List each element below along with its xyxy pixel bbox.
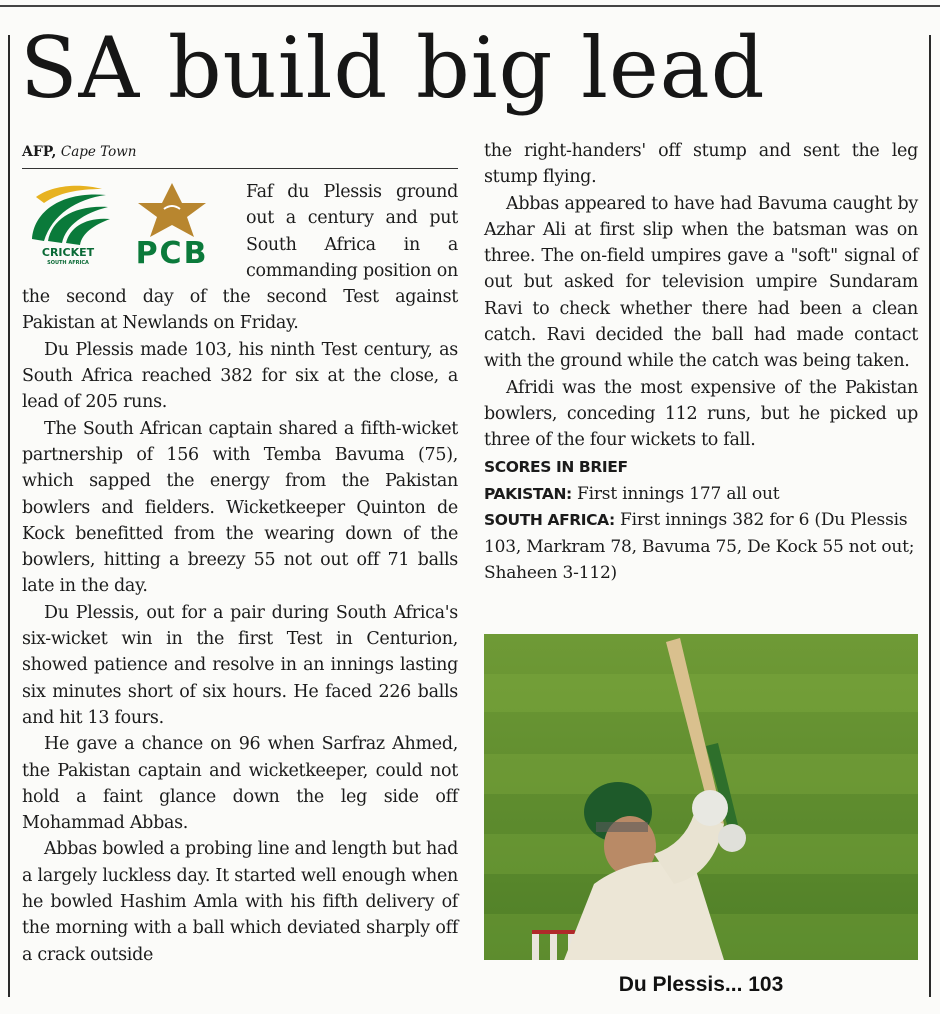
- pcb-logo: [122, 181, 222, 276]
- byline: [22, 142, 458, 162]
- batsman-image: [484, 634, 918, 960]
- logos: [22, 181, 232, 276]
- photo-caption: Du Plessis... 103: [618, 973, 784, 996]
- cricket-south-africa-logo: [22, 181, 114, 276]
- paragraph-6: Abbas bowled a probing line and length but had a largely luckless day. It started well enough when he bowled Hashim Amla with his fifth delivery of the morning with a ball which deviated sharply off a crack outside: [22, 839, 458, 965]
- byline-rule: [22, 168, 458, 169]
- paragraph-4: Du Plessis, out for a pair during South Africa's six-wicket win in the first Test in Centurion, showed patience and resolve in an innings lasting six minutes short of six hours. He faced 226 balls and hit 13 fours.: [22, 602, 458, 728]
- south-africa-team-label: SOUTH AFRICA:: [484, 511, 615, 530]
- paragraph-1: Faf du Plessis ground out a century and put South Africa in a commanding position on the second day of the second Test against Pakistan at Newlands on Friday.: [22, 182, 458, 334]
- byline-source: AFP,: [22, 144, 57, 160]
- star-icon: [122, 181, 222, 237]
- left-column: [22, 142, 458, 968]
- paragraph-continued: the right-handers' off stump and sent the leg stump flying.: [484, 141, 918, 188]
- paragraph-8: Afridi was the most expensive of the Pakistan bowlers, conceding 112 runs, but he picked up three of the four wickets to fall.: [484, 377, 918, 451]
- south-africa-score: First innings 382 for 6 (Du Plessis 103, Markram 78, Bavuma 75, De Kock 55 not out; Shaheen 3-112): [484, 510, 915, 584]
- left-column-rule: [8, 35, 10, 997]
- byline-location: Cape Town: [60, 144, 137, 160]
- paragraph-7: Abbas appeared to have had Bavuma caught by Azhar Ali at first slip when the batsman was on three. The on-field umpires gave a "soft" signal of out but asked for television umpire Sundaram Ravi to check whether there had been a clean catch. Ravi decided the ball had made contact with the ground while the catch was being taken.: [484, 193, 918, 372]
- right-column: [484, 138, 918, 587]
- du-plessis-photo: [484, 634, 918, 960]
- paragraph-3: The South African captain shared a fifth-wicket partnership of 156 with Temba Bavuma (75), which sapped the energy from the Pakistan bowlers and fielders. Wicketkeeper Quinton de Kock benefitted from the wearing down of the bowlers, hitting a breezy 55 not out off 71 balls late in the day.: [22, 418, 458, 597]
- pakistan-label: PAKISTAN:: [484, 484, 572, 503]
- right-column-rule: [929, 35, 931, 997]
- cricket-label: CRICKET: [41, 246, 95, 259]
- scores-south-africa: [484, 507, 918, 587]
- paragraph-2: Du Plessis made 103, his ninth Test century, as South Africa reached 382 for six at the close, a lead of 205 runs.: [22, 339, 458, 413]
- pcb-label: PCB: [135, 236, 209, 271]
- paragraph-5: He gave a chance on 96 when Sarfraz Ahmed, the Pakistan captain and wicketkeeper, could not hold a faint glance down the leg side off Mohammad Abbas.: [22, 734, 458, 834]
- pakistan-score: First innings 177 all out: [577, 483, 780, 504]
- protea-emblem-icon: [22, 181, 114, 247]
- south-africa-label: SOUTH AFRICA: [47, 260, 89, 266]
- scores-pakistan: [484, 481, 918, 508]
- scores-heading: SCORES IN BRIEF: [484, 457, 628, 476]
- headline: SA build big lead: [20, 19, 766, 117]
- top-rule: [0, 5, 940, 7]
